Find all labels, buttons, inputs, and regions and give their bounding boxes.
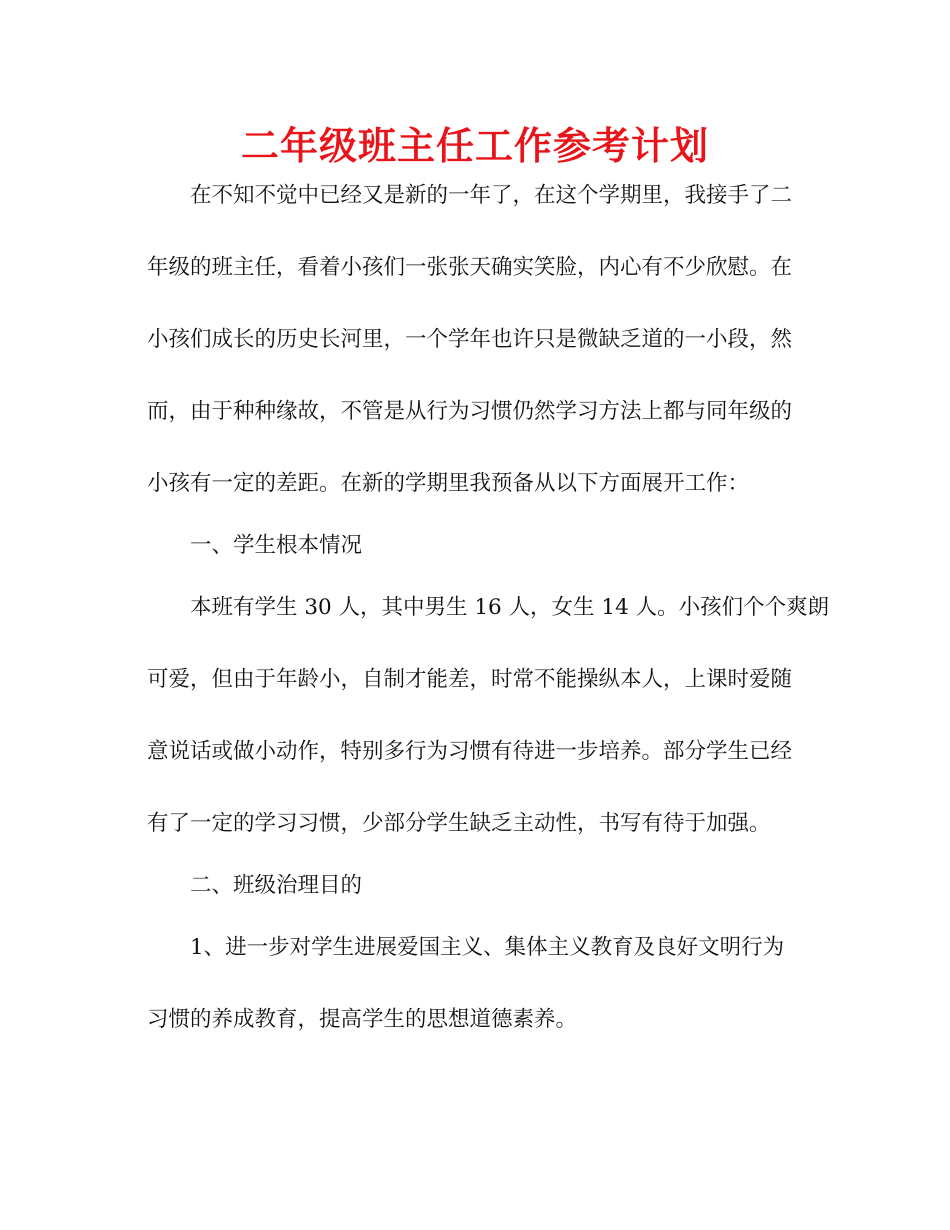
paragraph-2-line-3: 意说话或做小动作，特别多行为习惯有待进一步培养。部分学生已经: [147, 739, 793, 764]
paragraph-1-line-5: 小孩有一定的差距。在新的学期里我预备从以下方面展开工作：: [147, 471, 750, 496]
paragraph-3-line-1: 1、进一步对学生进展爱国主义、集体主义教育及良好文明行为: [190, 935, 785, 960]
paragraph-1-line-1: 在不知不觉中已经又是新的一年了，在这个学期里，我接手了二: [190, 183, 793, 208]
section-heading-1: 一、学生根本情况: [190, 533, 363, 558]
paragraph-2-line-2: 可爱，但由于年龄小，自制才能差，时常不能操纵本人，上课时爱随: [147, 667, 793, 692]
paragraph-1-line-4: 而，由于种种缘故，不管是从行为习惯仍然学习方法上都与同年级的: [147, 399, 793, 424]
paragraph-1-line-2: 年级的班主任，看着小孩们一张张天确实笑脸，内心有不少欣慰。在: [147, 255, 793, 280]
document-title: 二年级班主任工作参考计划: [240, 124, 709, 168]
paragraph-2-line-1: 本班有学生 30 人，其中男生 16 人，女生 14 人。小孩们个个爽朗: [190, 595, 830, 620]
paragraph-2-line-4: 有了一定的学习习惯，少部分学生缺乏主动性，书写有待于加强。: [147, 811, 771, 836]
paragraph-1-line-3: 小孩们成长的历史长河里，一个学年也许只是微缺乏道的一小段，然: [147, 327, 793, 352]
paragraph-3-line-2: 习惯的养成教育，提高学生的思想道德素养。: [147, 1007, 578, 1032]
section-heading-2: 二、班级治理目的: [190, 873, 363, 898]
